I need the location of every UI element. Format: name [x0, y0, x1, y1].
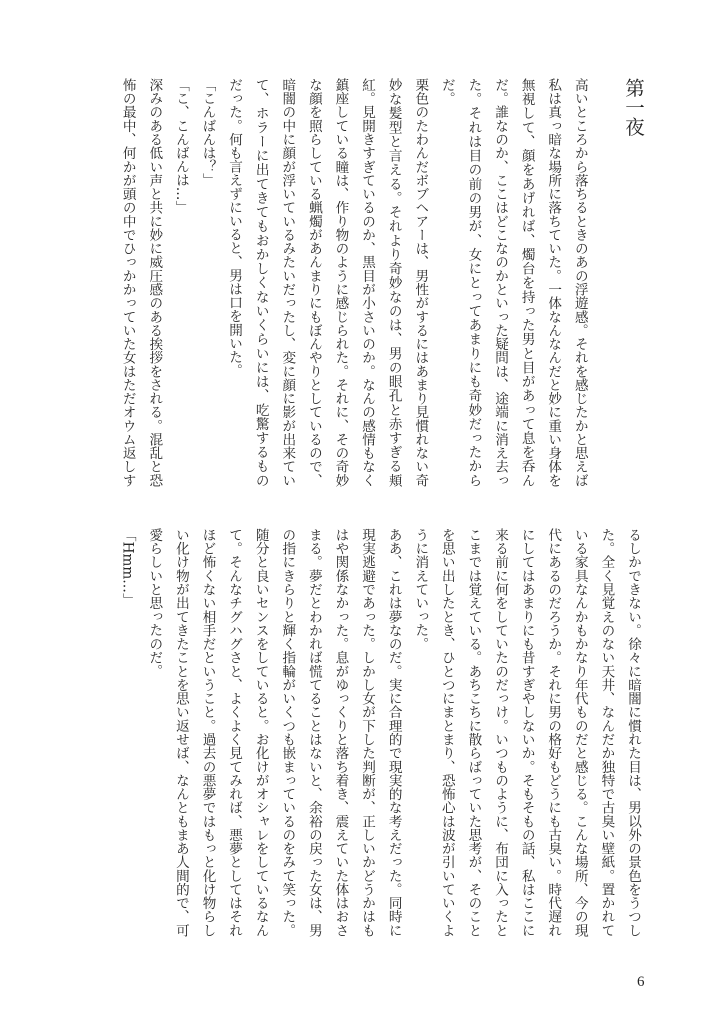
text-line: だった。何も言えずにいると、男は口を開いた。 [226, 78, 243, 378]
text-line: るしかできない。徐々に暗闇に慣れた目は、男以外の景色をうつし [625, 528, 641, 937]
text-line: だ。 [438, 78, 455, 106]
text-line: 妙な髪型と言える。それより奇妙なのは、男の眼孔と赤すぎる頬 [385, 78, 402, 487]
text-line: ああ、これは夢なのだ。実に合理的で現実的な考えだった。同時に [385, 528, 402, 937]
text-line: にしてはあまりにも昔すぎやしないか。そもそもの話、私はここに [518, 528, 535, 937]
upper-text-block [114, 78, 646, 490]
text-line: 愛らしいと思ったのだ。 [146, 528, 163, 678]
dialogue-line: 「こ、こんばんは…」 [172, 78, 189, 214]
text-line: 暗闇の中に顔が浮いているみたいだったし、変に顔に影が出来てい [279, 78, 296, 487]
text-line: 紅。見開きすぎているのか、黒目が小さいのか。なんの感情もなく [359, 78, 376, 487]
chapter-title: 第一夜 [622, 78, 645, 137]
text-line: まる。夢だとわかれば慌てることはないと、余裕の戻った女は、男 [305, 528, 322, 937]
text-line: 来る前に何をしていたのだっけ。いつものように、布団に入ったと [492, 528, 509, 937]
dialogue-line: 「こんばんは？」 [199, 78, 216, 187]
text-line: 鎮座している瞳は、作り物のように感じられた。それに、その奇妙 [332, 78, 349, 487]
text-line: こまでは覚えている。あちこちに散らばっていた思考が、そのこと [465, 528, 482, 937]
text-line: 代にあるのだろうか。それに男の格好もどうにも古臭い。時代遅れ [545, 528, 562, 937]
text-line: て、ホラーに出てきてもおかしくないくらいには、吃驚するもの [252, 78, 269, 487]
text-line: はや関係なかった。息がゆっくりと落ち着き、震えていた体はおさ [332, 528, 349, 937]
text-line: の指にきらりと輝く指輪がいくつも嵌まっているのをみて笑った。 [279, 528, 296, 937]
lower-text-block [114, 528, 646, 940]
text-line: だ。誰なのか、ここはどこなのかといった疑問は、途端に消え去っ [492, 78, 509, 487]
text-line: 現実逃避であった。しかし女が下した判断が、正しいかどうかはも [359, 528, 376, 937]
text-line: 怖の最中、何かが頭の中でひっかかっていた女はただオウム返しす [119, 78, 136, 487]
text-line: て。そんなチグハグさと、よくよく見てみれば、悪夢としてはそれ [226, 528, 243, 937]
text-line: いる家具なんかもかなり年代ものだと感じる。こんな場所、今の現 [571, 528, 588, 937]
text-line: た。全く見覚えのない天井、なんだか独特で古臭い壁紙。置かれて [598, 528, 615, 937]
text-line: うに消えていった。 [412, 528, 429, 651]
text-line: 無視して、顔をあげれば、燭台を持った男と目があって息を呑ん [518, 78, 535, 487]
text-line: た。それは目の前の男が、女にとってあまりにも奇妙だったから [465, 78, 482, 487]
page-number: 6 [637, 974, 645, 990]
text-line: 深みのある低い声と共に妙に威圧感のある挨拶をされる。混乱と恐 [146, 78, 163, 487]
text-line: ほど怖くない相手だということ。過去の悪夢ではもっと化け物らし [199, 528, 216, 937]
text-line: 私は真っ暗な場所に落ちていた。一体なんなんだと妙に重い身体を [545, 78, 562, 487]
text-line: 栗色のたわんだボブヘアーは、男性がするにはあまり見慣れない奇 [412, 78, 429, 487]
text-line: 随分と良いセンスをしていると。お化けがオシャレをしているなん [252, 528, 269, 937]
dialogue-line: 「Hmm…」 [119, 528, 136, 607]
text-line: な顔を照らしている蝋燭があんまりにもぼんやりとしているので、 [305, 78, 322, 487]
text-line: 高いところから落ちるときのあの浮遊感。それを感じたかと思えば [571, 78, 588, 487]
text-line: を思い出したとき、ひとつにまとまり、恐怖心は波が引いていくよ [438, 528, 455, 937]
text-line: い化け物が出てきたことを思い返せば、なんともまあ人間的で、可 [172, 528, 189, 937]
